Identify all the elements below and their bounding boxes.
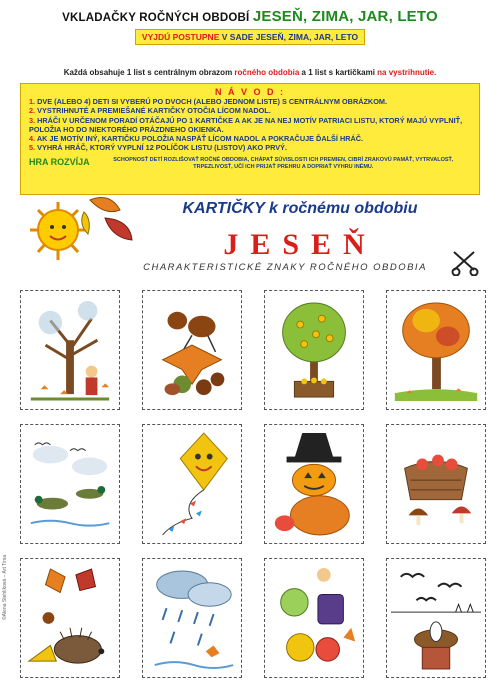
rule-num: 2. (29, 106, 36, 116)
cards-heading: KARTIČKY k ročnému obdobiu (182, 200, 418, 217)
tree-wind-boy-icon (21, 291, 119, 409)
title-prefix: VKLADAČKY ROČNÝCH OBDOBÍ (62, 12, 250, 24)
desc-part2: ročného obdobia (234, 68, 300, 77)
card-mushroom-basket[interactable] (386, 424, 486, 544)
vegetables-icon (265, 559, 363, 677)
card-fruit-tree-harvest[interactable] (264, 290, 364, 410)
rule-text: VYHRÁ HRÁČ, KTORÝ VYPLNÍ 12 POLÍČOK LISTU (LISTOV) AKO PRVÝ. (37, 143, 288, 153)
page-title (0, 8, 500, 25)
credit: ©Alena Stehlíková – Art Tima (2, 554, 8, 620)
card-chestnut-figure[interactable] (142, 290, 242, 410)
rule-2 (29, 106, 471, 115)
description (0, 68, 500, 77)
rule-text: VYSTRIHNUTÉ A PREMIEŠANÉ KARTIČKY OTOČIA LÍCOM NADOL. (37, 106, 271, 116)
chestnut-figure-icon (143, 291, 241, 409)
card-hedgehog-leaves[interactable] (20, 558, 120, 678)
hedgehog-icon (21, 559, 119, 677)
desc-part4: na vystrihnutie. (377, 68, 437, 77)
season-title: JESEŇ (223, 228, 377, 261)
series-note-text: V SADE JESEŇ, ZIMA, JAR, LETO (221, 32, 359, 42)
series-note-label: VYJDÚ POSTUPNE (141, 32, 220, 42)
rule-num: 4. (29, 134, 36, 144)
instructions-box (20, 83, 480, 195)
title-seasons: JESEŇ, ZIMA, JAR, LETO (252, 8, 438, 25)
desc-part3: a 1 list s kartičkami (301, 68, 375, 77)
season-subtitle: CHARAKTERISTICKÉ ZNAKY ROČNÉHO OBDOBIA (143, 262, 427, 273)
card-tree-wind-boy[interactable] (20, 290, 120, 410)
rule-num: 5. (29, 143, 36, 153)
fruit-tree-icon (265, 291, 363, 409)
autumn-tree-icon (387, 291, 485, 409)
card-vegetables-fruits[interactable] (264, 558, 364, 678)
pumpkin-icon (265, 425, 363, 543)
mushroom-basket-icon (387, 425, 485, 543)
rule-1 (29, 97, 471, 106)
rule-num: 3. (29, 115, 36, 125)
rain-icon (143, 559, 241, 677)
rule-text: HRÁČI V URČENOM PORADÍ OTÁČAJÚ PO 1 KARTIČKE A AK JE NA NEJ MOTÍV PATRIACI LISTU, KTORÝ MAJÚ VYPLNIŤ, POLOŽIA HO DO NIEKTORÉHO PRÁZDNEHO OKIENKA. (29, 115, 463, 134)
scissors-icon (450, 248, 480, 276)
card-autumn-tree[interactable] (386, 290, 486, 410)
skills-text: SCHOPNOSŤ DETÍ ROZLIŠOVAŤ ROČNÉ OBDOBIA, CHÁPAŤ SÚVISLOSTI ICH PREMIEN, CIBRÍ ZRAKOVÚ PAMÄŤ, VYTRVALOSŤ, TRPEZLIVOSŤ, UČÍ ICH PRIJAŤ PREHRU A DOPRIAŤ VÝHRU INÉMU. (113, 156, 454, 170)
birds-icon (21, 425, 119, 543)
series-note (135, 29, 365, 45)
swallows-icon (387, 559, 485, 677)
skills-label: HRA ROZVÍJA (29, 156, 90, 167)
rule-text: DVE (ALEBO 4) DETI SI VYBERÚ PO DVOCH (ALEBO JEDNOM LISTE) S CENTRÁLNYM OBRÁZKOM. (37, 97, 387, 106)
card-pumpkins[interactable] (264, 424, 364, 544)
rule-5 (29, 143, 471, 152)
card-kite[interactable] (142, 424, 242, 544)
card-rain-clouds[interactable] (142, 558, 242, 678)
rule-num: 1. (29, 97, 36, 106)
kite-icon (143, 425, 241, 543)
skills-section (29, 157, 471, 171)
rule-3 (29, 116, 471, 135)
card-migrating-birds[interactable] (20, 424, 120, 544)
instructions-title: N Á V O D : (214, 87, 285, 97)
desc-part1: Každá obsahuje 1 list s centrálnym obrazom (63, 68, 233, 77)
rule-text: AK JE MOTÍV INÝ, KARTIČKU POLOŽIA NASPÄŤ LÍCOM NADOL A POKRAČUJE ĎALŠÍ HRÁČ. (36, 134, 364, 144)
header (0, 8, 500, 45)
card-swallows-stork-nest[interactable] (386, 558, 486, 678)
rule-4 (29, 134, 471, 143)
